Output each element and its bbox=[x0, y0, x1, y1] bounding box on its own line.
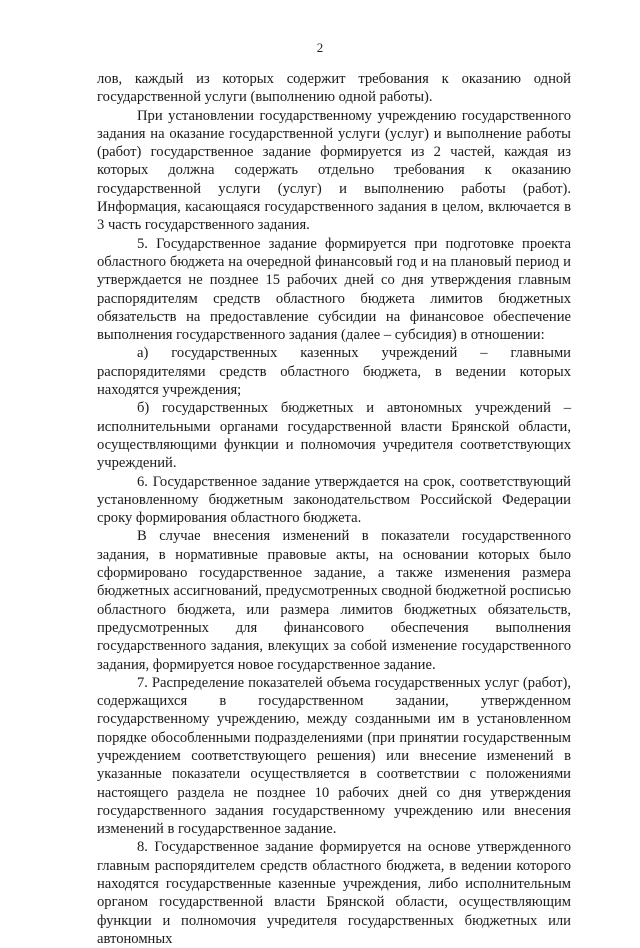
paragraph-clause-8: 8. Государственное задание формируется на основе утвержденного главным распорядителем средств областного бюджета, в ведении которого находятся государственные казенные учреждения, либо исполнительным органом государственной власти Брянской области, осуществляющим функции и полномочия учредителя государственных бюджетных или автономных bbox=[97, 839, 571, 947]
page-number: 2 bbox=[316, 40, 324, 55]
paragraph-clause-5: 5. Государственное задание формируется при подготовке проекта областного бюджета на очередной финансовый год и на плановый период и утверждается не позднее 15 рабочих дней со дня утверждения главным распорядителям средств областного бюджета лимитов бюджетных обязательств на предоставление субсидии на финансовое обеспечение выполнения государственного задания (далее – субсидия) в отношении: bbox=[97, 235, 571, 344]
paragraph: При установлении государственному учреждению государственного задания на оказание государственной услуги (услуг) и выполнение работы (работ) государственное задание формируется из 2 частей, каждая из которых должна содержать отдельно требования к оказанию государственной услуги (услуг) и выполнению работы (работ). Информация, касающаяся государственного задания в целом, включается в 3 часть государственного задания. bbox=[97, 107, 571, 234]
paragraph-clause-7: 7. Распределение показателей объема государственных услуг (работ), содержащихся в государственном задании, утвержденном государственному учреждению, между созданными им в установленном порядке обособленными подразделениями (при принятии государственным учреждением соответствующего решения) или внесение изменений в указанные показатели осуществляется в соответствии с положениями настоящего раздела не позднее 10 рабочих дней со дня утверждения государственного задания государственному учреждению или внесения изменений в государственное задание. bbox=[97, 674, 571, 838]
paragraph: В случае внесения изменений в показатели государственного задания, в нормативные правовые акты, на основании которых было сформировано государственное задание, а также изменения размера бюджетных ассигнований, предусмотренных сводной бюджетной росписью областного бюджета, или размера лимитов бюджетных обязательств, предусмотренных для финансового обеспечения выполнения государственного задания, влекущих за собой изменение государственного задания, формируется новое государственное задание. bbox=[97, 528, 571, 673]
document-body bbox=[97, 70, 571, 948]
paragraph-subclause-b: б) государственных бюджетных и автономных учреждений – исполнительными органами государственной власти Брянской области, осуществляющими функции и полномочия учредителя соответствующих учреждений. bbox=[97, 400, 571, 472]
paragraph-clause-6: 6. Государственное задание утверждается на срок, соответствующий установленному бюджетным законодательством Российской Федерации сроку формирования областного бюджета. bbox=[97, 473, 571, 527]
paragraph-subclause-a: а) государственных казенных учреждений – главными распорядителями средств областного бюджета, в ведении которых находятся учреждения; bbox=[97, 345, 571, 399]
paragraph-continuation: лов, каждый из которых содержит требования к оказанию одной государственной услуги (выполнению одной работы). bbox=[97, 71, 571, 106]
